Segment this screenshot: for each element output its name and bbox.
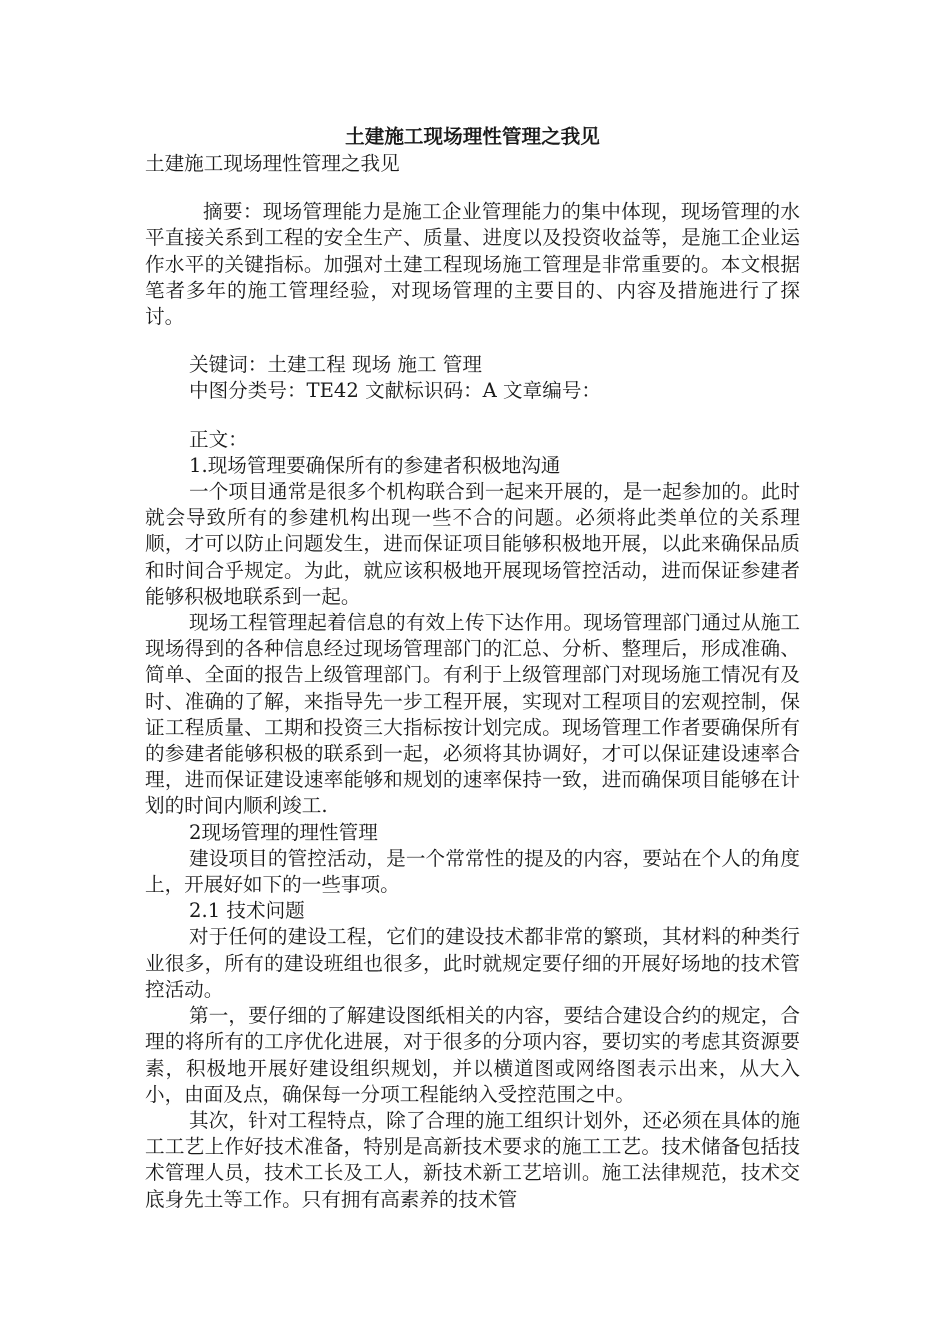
section-1-paragraph-2: 现场工程管理起着信息的有效上传下达作用。现场管理部门通过从施工现场得到的各种信息经过现场管理部门的汇总、分析、整理后，形成准确、简单、全面的报告上级管理部门。有利于上级管理部门对现场施工情况有及时、准确的了解，来指导先一步工程开展，实现对工程项目的宏观控制，保证工程质量、工期和投资三大指标按计划完成。现场管理工作者要确保所有的参建者能够积极的联系到一起，必须将其协调好，才可以保证建设速率合理，进而保证建设速率能够和规划的速率保持一致，进而确保项目能够在计划的时间内顺利竣工. (145, 611, 800, 818)
section-1-heading: 1.现场管理要确保所有的参建者积极地沟通 (189, 453, 561, 477)
section-2-1-paragraph-1: 对于任何的建设工程，它们的建设技术都非常的繁琐，其材料的种类行业很多，所有的建设班组也很多，此时就规定要仔细的开展好场地的技术管控活动。 (145, 925, 800, 1001)
section-2-heading: 2现场管理的理性管理 (189, 820, 378, 844)
section-2-1-heading: 2.1 技术问题 (189, 899, 305, 923)
document-title: 土建施工现场理性管理之我见 (345, 125, 600, 148)
section-1-paragraph-1: 一个项目通常是很多个机构联合到一起来开展的，是一起参加的。此时就会导致所有的参建机构出现一些不合的问题。必须将此类单位的关系理顺，才可以防止问题发生，进而保证项目能够积极地开展，以此来确保品质和时间合乎规定。为此，就应该积极地开展现场管控活动，进而保证参建者能够积极地联系到一起。 (145, 480, 800, 608)
section-2-1-paragraph-2: 第一，要仔细的了解建设图纸相关的内容，要结合建设合约的规定，合理的将所有的工序优化进展，对于很多的分项内容，要切实的考虑其资源要素，积极地开展好建设组织规划，并以横道图或网络图表示出来，从大入小，由面及点，确保每一分项工程能纳入受控范围之中。 (145, 1004, 800, 1106)
classification-line: 中图分类号：TE42 文献标识码：A 文章编号： (189, 379, 602, 403)
document-page (145, 123, 800, 1213)
keywords-line: 关键词：土建工程 现场 施工 管理 (189, 353, 482, 377)
abstract-paragraph: 摘要：现场管理能力是施工企业管理能力的集中体现，现场管理的水平直接关系到工程的安全生产、质量、进度以及投资收益等，是施工企业运作水平的关键指标。加强对土建工程现场施工管理是非常重要的。本文根据笔者多年的施工管理经验，对现场管理的主要目的、内容及措施进行了探讨。 (145, 200, 800, 329)
section-2-paragraph-1: 建设项目的管控活动，是一个常常性的提及的内容，要站在个人的角度上，开展好如下的一些事项。 (145, 846, 800, 897)
document-subtitle: 土建施工现场理性管理之我见 (145, 152, 400, 175)
body-label: 正文： (189, 427, 248, 451)
section-2-1-paragraph-3: 其次，针对工程特点，除了合理的施工组织计划外，还必须在具体的施工工艺上作好技术准备，特别是高新技术要求的施工工艺。技术储备包括技术管理人员，技术工长及工人，新技术新工艺培训。施工法律规范，技术交底身先土等工作。只有拥有高素养的技术管 (145, 1108, 800, 1211)
